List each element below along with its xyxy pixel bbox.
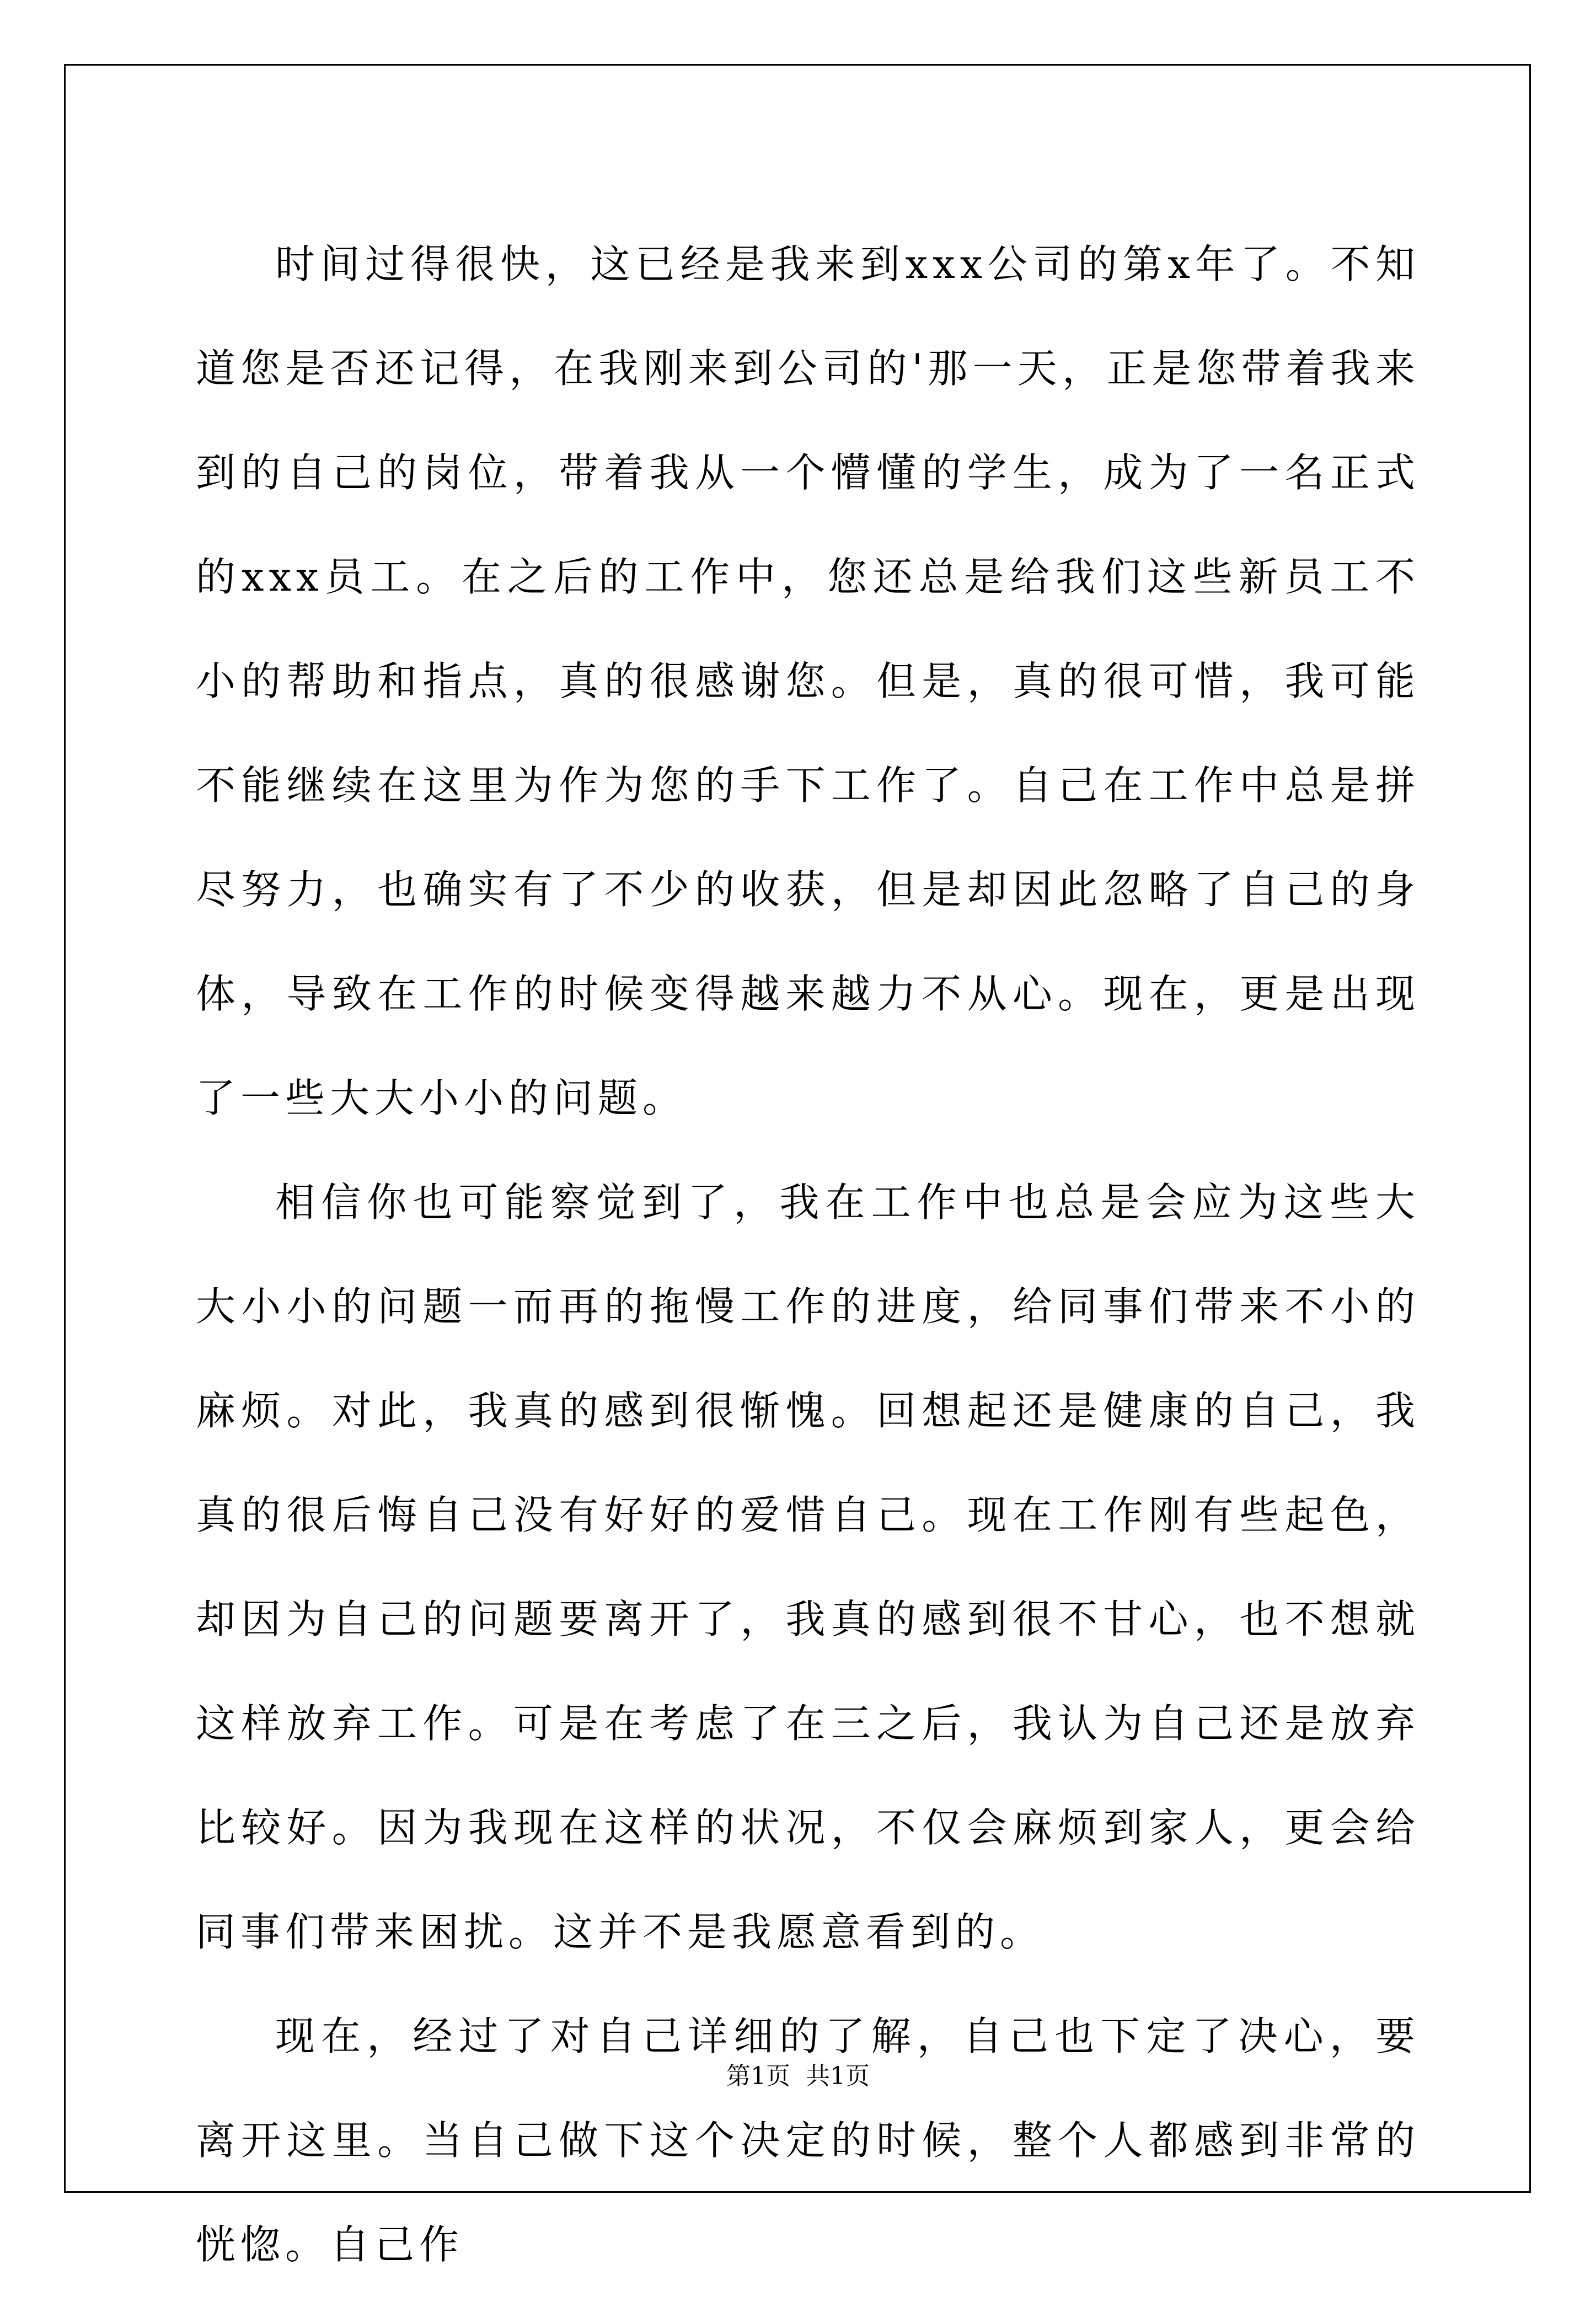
paragraph-3: 现在，经过了对自己详细的了解，自己也下定了决心，要离开这里。当自己做下这个决定的时候，整个人都感到非常的恍惚。自己作 — [196, 2013, 1420, 2268]
document-body — [196, 212, 1420, 2297]
paragraph-2: 相信你也可能察觉到了，我在工作中也总是会应为这些大大小小的问题一而再的拖慢工作的进度，给同事们带来不小的麻烦。对此，我真的感到很惭愧。回想起还是健康的自己，我真的很后悔自己没有好好的爱惜自己。现在工作刚有些起色，却因为自己的问题要离开了，我真的感到很不甘心，也不想就这样放弃工作。可是在考虑了在三之后，我认为自己还是放弃比较好。因为我现在这样的状况，不仅会麻烦到家人，更会给同事们带来困扰。这并不是我愿意看到的。 — [196, 1179, 1420, 1955]
page-number-footer: 第1页 共1页 — [726, 2062, 870, 2090]
paragraph-1: 时间过得很快，这已经是我来到xxx公司的第x年了。不知道您是否还记得，在我刚来到公司的'那一天，正是您带着我来到的自己的岗位，带着我从一个懵懂的学生，成为了一名正式的xxx员工。在之后的工作中，您还总是给我们这些新员工不小的帮助和指点，真的很感谢您。但是，真的很可惜，我可能不能继续在这里为作为您的手下工作了。自己在工作中总是拼尽努力，也确实有了不少的收获，但是却因此忽略了自己的身体，导致在工作的时候变得越来越力不从心。现在，更是出现了一些大大小小的问题。 — [196, 241, 1420, 1121]
